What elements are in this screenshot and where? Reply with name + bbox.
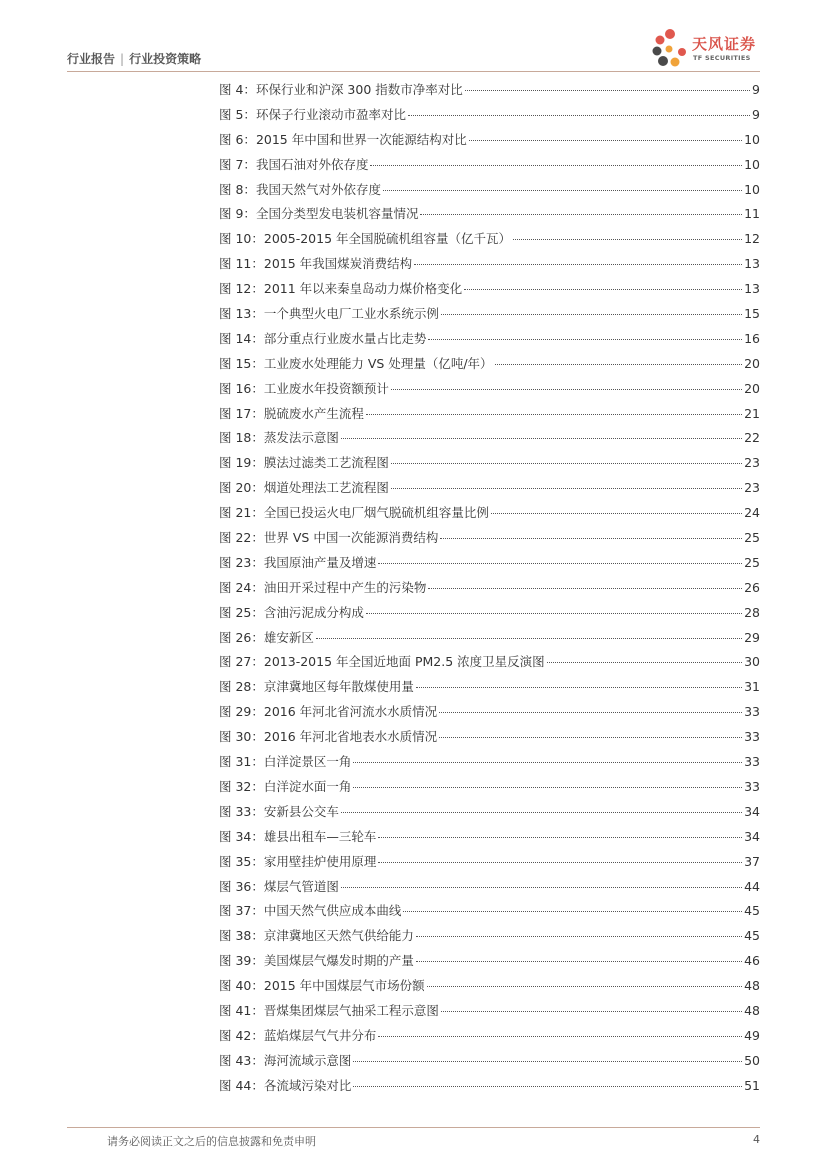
toc-figure-number: 图 4： xyxy=(219,82,256,97)
toc-entry[interactable] xyxy=(219,974,760,999)
toc-page-number: 34 xyxy=(744,828,760,844)
toc-entry[interactable] xyxy=(219,675,760,700)
toc-entry[interactable] xyxy=(219,999,760,1024)
toc-entry[interactable] xyxy=(219,78,760,103)
toc-page-number: 33 xyxy=(744,778,760,794)
toc-figure-title: 2011 年以来秦皇岛动力煤价格变化 xyxy=(263,281,463,297)
toc-entry[interactable] xyxy=(219,924,760,949)
toc-figure-title: 脱硫废水产生流程 xyxy=(263,405,364,421)
toc-page-number: 30 xyxy=(744,654,760,670)
toc-page-number: 34 xyxy=(744,803,760,819)
toc-page-number: 22 xyxy=(744,430,760,446)
toc-figure-number: 图 10： xyxy=(219,231,264,247)
toc-dot-leader xyxy=(353,762,742,763)
toc-dot-leader xyxy=(441,314,742,315)
toc-figure-title: 雄安新区 xyxy=(263,629,314,645)
toc-figure-title: 含油污泥成分构成 xyxy=(263,604,364,620)
toc-figure-title: 我国天然气对外依存度 xyxy=(255,181,381,197)
toc-dot-leader xyxy=(440,538,742,539)
toc-figure-number: 图 24： xyxy=(219,579,264,595)
toc-page-number: 20 xyxy=(744,355,760,371)
toc-figure-title: 白洋淀景区一角 xyxy=(263,754,352,770)
toc-page-number: 23 xyxy=(744,455,760,471)
toc-figure-number: 图 11： xyxy=(219,256,264,272)
toc-page-number: 25 xyxy=(744,554,760,570)
toc-entry[interactable] xyxy=(219,501,760,526)
toc-figure-number: 图 6： xyxy=(219,131,256,147)
toc-entry[interactable] xyxy=(219,899,760,924)
toc-figure-number: 图 13： xyxy=(219,306,264,322)
toc-entry[interactable] xyxy=(219,650,760,675)
toc-dot-leader xyxy=(495,364,743,365)
toc-dot-leader xyxy=(353,1086,742,1087)
toc-dot-leader xyxy=(465,90,750,91)
toc-entry[interactable] xyxy=(219,576,760,601)
toc-dot-leader xyxy=(366,613,742,614)
toc-entry[interactable] xyxy=(219,202,760,227)
figure-table-of-contents xyxy=(219,78,760,1099)
toc-figure-title: 晋煤集团煤层气抽采工程示意图 xyxy=(263,1002,439,1018)
toc-entry[interactable] xyxy=(219,476,760,501)
toc-page-number: 51 xyxy=(744,1077,760,1093)
toc-figure-title: 白洋淀水面一角 xyxy=(263,778,352,794)
footer-disclaimer: 请务必阅读正文之后的信息披露和免责申明 xyxy=(107,1135,316,1148)
toc-page-number: 16 xyxy=(744,330,760,346)
footer-divider xyxy=(67,1127,760,1128)
toc-figure-number: 图 22： xyxy=(219,530,264,546)
toc-entry[interactable] xyxy=(219,426,760,451)
toc-entry[interactable] xyxy=(219,949,760,974)
toc-entry[interactable] xyxy=(219,725,760,750)
toc-dot-leader xyxy=(378,563,742,564)
toc-dot-leader xyxy=(316,638,742,639)
toc-dot-leader xyxy=(341,887,742,888)
toc-entry[interactable] xyxy=(219,227,760,252)
toc-entry[interactable] xyxy=(219,750,760,775)
toc-entry[interactable] xyxy=(219,1024,760,1049)
toc-entry[interactable] xyxy=(219,825,760,850)
toc-figure-title: 2016 年河北省地表水水质情况 xyxy=(263,729,438,745)
toc-dot-leader xyxy=(391,488,742,489)
toc-figure-number: 图 26： xyxy=(219,629,264,645)
toc-entry[interactable] xyxy=(219,103,760,128)
toc-figure-number: 图 42： xyxy=(219,1027,264,1043)
toc-entry[interactable] xyxy=(219,277,760,302)
toc-figure-number: 图 20： xyxy=(219,480,264,496)
toc-page-number: 48 xyxy=(744,978,760,994)
toc-figure-title: 京津冀地区天然气供给能力 xyxy=(263,928,414,944)
toc-figure-number: 图 17： xyxy=(219,405,264,421)
toc-figure-title: 雄县出租车—三轮车 xyxy=(263,828,377,844)
toc-page-number: 25 xyxy=(744,530,760,546)
toc-figure-title: 煤层气管道图 xyxy=(263,878,339,894)
toc-page-number: 45 xyxy=(744,928,760,944)
toc-figure-number: 图 43： xyxy=(219,1052,264,1068)
toc-page-number: 20 xyxy=(744,380,760,396)
company-logo xyxy=(650,26,765,70)
toc-dot-leader xyxy=(416,687,742,688)
toc-figure-number: 图 19： xyxy=(219,455,264,471)
toc-figure-number: 图 28： xyxy=(219,679,264,695)
toc-figure-number: 图 34： xyxy=(219,828,264,844)
toc-page-number: 33 xyxy=(744,704,760,720)
toc-dot-leader xyxy=(427,986,742,987)
toc-figure-title: 环保子行业滚动市盈率对比 xyxy=(255,106,406,122)
toc-figure-title: 2016 年河北省河流水水质情况 xyxy=(263,704,438,720)
toc-entry[interactable] xyxy=(219,377,760,402)
toc-dot-leader xyxy=(378,837,742,838)
toc-figure-title: 海河流域示意图 xyxy=(263,1052,352,1068)
toc-dot-leader xyxy=(547,662,742,663)
toc-entry[interactable] xyxy=(219,402,760,427)
toc-figure-title: 蒸发法示意图 xyxy=(263,430,339,446)
toc-entry[interactable] xyxy=(219,875,760,900)
category-separator: | xyxy=(120,52,125,66)
toc-page-number: 49 xyxy=(744,1027,760,1043)
toc-figure-title: 蓝焰煤层气气井分布 xyxy=(263,1027,377,1043)
toc-figure-number: 图 30： xyxy=(219,729,264,745)
toc-page-number: 24 xyxy=(744,505,760,521)
toc-figure-title: 2013-2015 年全国近地面 PM2.5 浓度卫星反演图 xyxy=(263,654,545,670)
toc-figure-title: 工业废水处理能力 VS 处理量（亿吨/年） xyxy=(263,355,493,371)
toc-figure-title: 各流域污染对比 xyxy=(263,1077,352,1093)
toc-dot-leader xyxy=(378,862,742,863)
toc-dot-leader xyxy=(353,787,742,788)
report-category xyxy=(67,50,201,67)
toc-figure-number: 图 27： xyxy=(219,654,264,670)
toc-figure-number: 图 5： xyxy=(219,106,256,122)
toc-entry[interactable] xyxy=(219,178,760,203)
page-header xyxy=(0,0,827,75)
toc-page-number: 9 xyxy=(752,82,760,97)
toc-figure-number: 图 40： xyxy=(219,978,264,994)
toc-figure-number: 图 21： xyxy=(219,505,264,521)
toc-entry[interactable] xyxy=(219,850,760,875)
header-divider xyxy=(67,71,760,72)
toc-entry[interactable] xyxy=(219,1049,760,1074)
toc-figure-title: 环保行业和沪深 300 指数市净率对比 xyxy=(255,82,463,97)
toc-figure-title: 一个典型火电厂工业水系统示例 xyxy=(263,306,439,322)
toc-figure-number: 图 25： xyxy=(219,604,264,620)
toc-figure-number: 图 16： xyxy=(219,380,264,396)
toc-entry[interactable] xyxy=(219,526,760,551)
toc-figure-number: 图 14： xyxy=(219,330,264,346)
toc-figure-title: 2015 年我国煤炭消费结构 xyxy=(263,256,413,272)
toc-entry[interactable] xyxy=(219,700,760,725)
toc-figure-title: 世界 VS 中国一次能源消费结构 xyxy=(263,530,439,546)
toc-dot-leader xyxy=(414,264,742,265)
toc-figure-title: 我国原油产量及增速 xyxy=(263,554,377,570)
toc-page-number: 11 xyxy=(744,206,760,222)
toc-dot-leader xyxy=(420,214,742,215)
toc-page-number: 48 xyxy=(744,1002,760,1018)
toc-figure-title: 油田开采过程中产生的污染物 xyxy=(263,579,427,595)
toc-page-number: 29 xyxy=(744,629,760,645)
toc-entry[interactable] xyxy=(219,551,760,576)
toc-figure-title: 全国分类型发电装机容量情况 xyxy=(255,206,419,222)
toc-dot-leader xyxy=(403,911,742,912)
toc-entry[interactable] xyxy=(219,153,760,178)
toc-page-number: 13 xyxy=(744,281,760,297)
toc-figure-number: 图 32： xyxy=(219,778,264,794)
category-label: 行业报告 xyxy=(67,52,116,66)
toc-page-number: 9 xyxy=(752,106,760,122)
toc-figure-number: 图 18： xyxy=(219,430,264,446)
toc-figure-title: 膜法过滤类工艺流程图 xyxy=(263,455,389,471)
toc-entry[interactable] xyxy=(219,775,760,800)
toc-page-number: 10 xyxy=(744,131,760,147)
toc-figure-number: 图 33： xyxy=(219,803,264,819)
toc-page-number: 33 xyxy=(744,754,760,770)
toc-figure-number: 图 39： xyxy=(219,953,264,969)
toc-dot-leader xyxy=(391,463,742,464)
toc-figure-number: 图 9： xyxy=(219,206,256,222)
toc-dot-leader xyxy=(378,1036,742,1037)
toc-dot-leader xyxy=(469,140,742,141)
toc-entry[interactable] xyxy=(219,1074,760,1099)
toc-figure-number: 图 31： xyxy=(219,754,264,770)
toc-figure-title: 2005-2015 年全国脱硫机组容量（亿千瓦） xyxy=(263,231,511,247)
toc-figure-title: 全国已投运火电厂烟气脱硫机组容量比例 xyxy=(263,505,489,521)
toc-dot-leader xyxy=(428,588,742,589)
toc-dot-leader xyxy=(370,165,742,166)
toc-dot-leader xyxy=(391,389,742,390)
toc-figure-title: 烟道处理法工艺流程图 xyxy=(263,480,389,496)
toc-dot-leader xyxy=(441,1011,742,1012)
toc-page-number: 12 xyxy=(744,231,760,247)
toc-dot-leader xyxy=(464,289,742,290)
toc-figure-title: 2015 年中国煤层气市场份额 xyxy=(263,978,425,994)
toc-figure-number: 图 8： xyxy=(219,181,256,197)
logo-subtitle: TF SECURITIES xyxy=(693,54,751,62)
toc-figure-number: 图 38： xyxy=(219,928,264,944)
toc-figure-number: 图 37： xyxy=(219,903,264,919)
toc-figure-title: 京津冀地区每年散煤使用量 xyxy=(263,679,414,695)
toc-dot-leader xyxy=(366,414,742,415)
toc-figure-title: 我国石油对外依存度 xyxy=(255,156,369,172)
toc-figure-title: 2015 年中国和世界一次能源结构对比 xyxy=(255,131,467,147)
toc-page-number: 45 xyxy=(744,903,760,919)
toc-dot-leader xyxy=(341,812,742,813)
toc-dot-leader xyxy=(416,936,742,937)
toc-dot-leader xyxy=(383,190,742,191)
toc-page-number: 37 xyxy=(744,853,760,869)
subcategory-label: 行业投资策略 xyxy=(129,52,202,66)
toc-dot-leader xyxy=(513,239,742,240)
toc-page-number: 50 xyxy=(744,1052,760,1068)
toc-entry[interactable] xyxy=(219,352,760,377)
toc-entry[interactable] xyxy=(219,451,760,476)
toc-page-number: 15 xyxy=(744,306,760,322)
toc-figure-number: 图 36： xyxy=(219,878,264,894)
toc-figure-number: 图 12： xyxy=(219,281,264,297)
toc-dot-leader xyxy=(353,1061,742,1062)
toc-figure-title: 安新县公交车 xyxy=(263,803,339,819)
toc-entry[interactable] xyxy=(219,626,760,651)
toc-figure-title: 部分重点行业废水量占比走势 xyxy=(263,330,427,346)
toc-dot-leader xyxy=(428,339,742,340)
toc-page-number: 31 xyxy=(744,679,760,695)
toc-dot-leader xyxy=(416,961,742,962)
toc-figure-number: 图 7： xyxy=(219,156,256,172)
toc-page-number: 28 xyxy=(744,604,760,620)
toc-figure-number: 图 35： xyxy=(219,853,264,869)
toc-figure-title: 工业废水年投资额预计 xyxy=(263,380,389,396)
flower-logo-icon xyxy=(650,26,690,70)
toc-dot-leader xyxy=(341,438,742,439)
toc-figure-title: 家用壁挂炉使用原理 xyxy=(263,853,377,869)
toc-figure-number: 图 15： xyxy=(219,355,264,371)
toc-page-number: 33 xyxy=(744,729,760,745)
toc-page-number: 10 xyxy=(744,181,760,197)
toc-page-number: 44 xyxy=(744,878,760,894)
toc-entry[interactable] xyxy=(219,128,760,153)
toc-page-number: 21 xyxy=(744,405,760,421)
toc-figure-title: 美国煤层气爆发时期的产量 xyxy=(263,953,414,969)
toc-entry[interactable] xyxy=(219,800,760,825)
toc-page-number: 10 xyxy=(744,156,760,172)
toc-page-number: 26 xyxy=(744,579,760,595)
toc-dot-leader xyxy=(439,737,742,738)
page-number: 4 xyxy=(753,1133,760,1146)
toc-figure-number: 图 29： xyxy=(219,704,264,720)
toc-dot-leader xyxy=(439,712,742,713)
toc-page-number: 13 xyxy=(744,256,760,272)
toc-figure-number: 图 41： xyxy=(219,1002,264,1018)
toc-figure-number: 图 44： xyxy=(219,1077,264,1093)
toc-entry[interactable] xyxy=(219,327,760,352)
logo-name: 天风证券 xyxy=(692,35,757,53)
toc-dot-leader xyxy=(408,115,750,116)
toc-entry[interactable] xyxy=(219,252,760,277)
toc-page-number: 46 xyxy=(744,953,760,969)
toc-page-number: 23 xyxy=(744,480,760,496)
toc-entry[interactable] xyxy=(219,601,760,626)
toc-dot-leader xyxy=(491,513,742,514)
toc-figure-number: 图 23： xyxy=(219,554,264,570)
toc-figure-title: 中国天然气供应成本曲线 xyxy=(263,903,402,919)
toc-entry[interactable] xyxy=(219,302,760,327)
